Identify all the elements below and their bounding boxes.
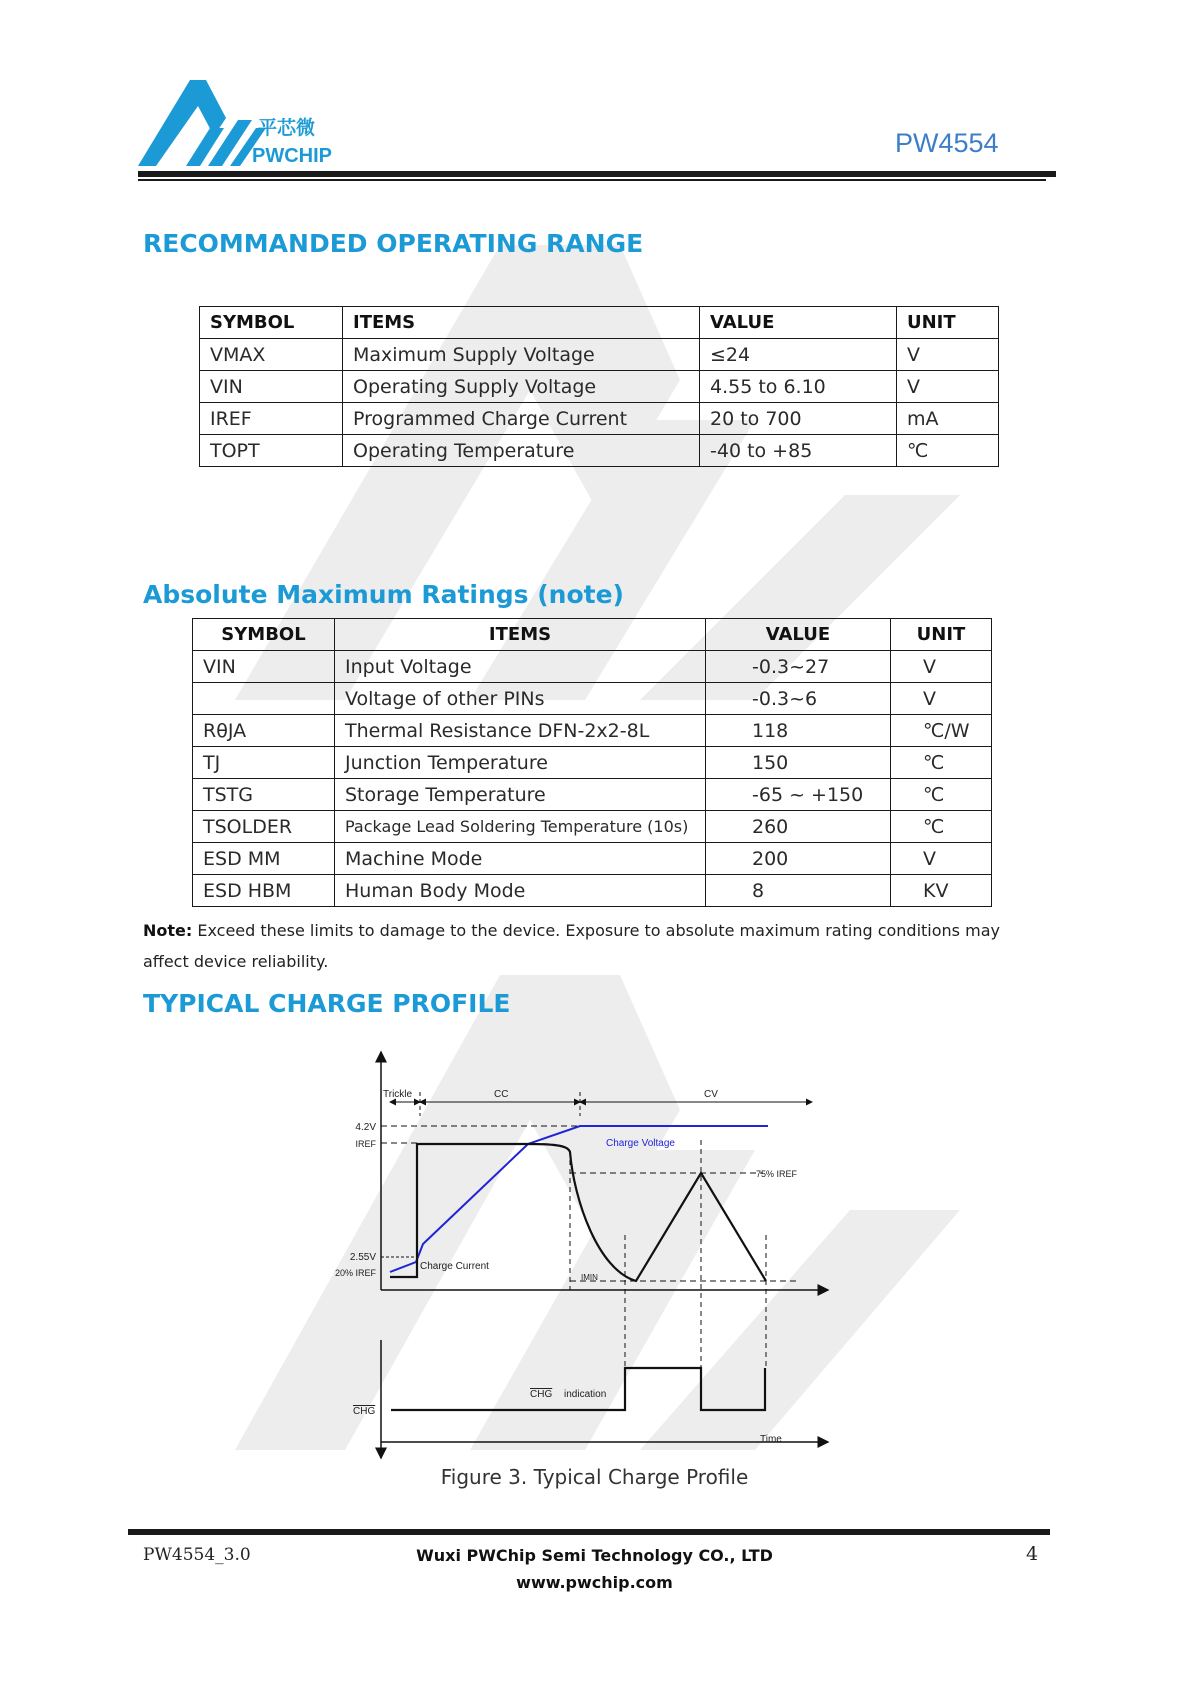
header-rule — [138, 171, 1056, 177]
item-cell: Machine Mode — [335, 843, 706, 875]
unit-cell: ℃ — [897, 435, 999, 467]
column-header: UNIT — [897, 307, 999, 339]
column-header: ITEMS — [343, 307, 700, 339]
unit-cell: mA — [897, 403, 999, 435]
note-label: Note: — [143, 921, 193, 940]
table-row — [193, 843, 992, 875]
item-cell: Junction Temperature — [335, 747, 706, 779]
value-cell: -0.3~6 — [706, 683, 891, 715]
item-cell: Package Lead Soldering Temperature (10s) — [335, 811, 706, 843]
value-cell: 4.55 to 6.10 — [700, 371, 897, 403]
item-cell: Operating Temperature — [343, 435, 700, 467]
symbol-cell: RθJA — [193, 715, 335, 747]
label-iref: IREF — [355, 1139, 376, 1149]
column-header: SYMBOL — [200, 307, 343, 339]
recommended-range-title: RECOMMANDED OPERATING RANGE — [143, 229, 644, 258]
company-url[interactable]: www.pwchip.com — [516, 1573, 673, 1592]
unit-cell: V — [891, 843, 992, 875]
label-20pct-iref: 20% IREF — [334, 1268, 376, 1278]
company-name: Wuxi PWChip Semi Technology CO., LTD — [416, 1546, 773, 1565]
value-cell: ≤24 — [700, 339, 897, 371]
unit-cell: V — [891, 651, 992, 683]
table-header-row — [193, 619, 992, 651]
unit-cell: KV — [891, 875, 992, 907]
unit-cell: V — [897, 339, 999, 371]
column-header: VALUE — [706, 619, 891, 651]
svg-text:平芯微: 平芯微 — [258, 117, 316, 139]
charge-profile-diagram — [318, 1040, 838, 1460]
unit-cell: V — [891, 683, 992, 715]
label-4v2: 4.2V — [355, 1122, 376, 1133]
label-imin: IMIN — [581, 1273, 598, 1282]
value-cell: 260 — [706, 811, 891, 843]
absolute-ratings-table — [192, 618, 992, 907]
recommended-range-table — [199, 306, 999, 467]
table-row — [193, 747, 992, 779]
item-cell: Operating Supply Voltage — [343, 371, 700, 403]
value-cell: 200 — [706, 843, 891, 875]
item-cell: Thermal Resistance DFN-2x2-8L — [335, 715, 706, 747]
value-cell: 20 to 700 — [700, 403, 897, 435]
table-row — [200, 339, 999, 371]
unit-cell: ℃ — [891, 811, 992, 843]
table-row — [193, 683, 992, 715]
item-cell: Input Voltage — [335, 651, 706, 683]
unit-cell: ℃ — [891, 779, 992, 811]
symbol-cell: ESD MM — [193, 843, 335, 875]
cc-label: CC — [494, 1089, 509, 1100]
document-id: PW4554 — [895, 128, 999, 158]
symbol-cell: TOPT — [200, 435, 343, 467]
company-logo — [138, 78, 348, 166]
label-75pct-iref: 75% IREF — [756, 1169, 798, 1179]
cv-label: CV — [704, 1089, 718, 1100]
chg-axis-label: CHG — [353, 1406, 376, 1417]
absolute-ratings-title: Absolute Maximum Ratings (note) — [143, 580, 624, 609]
table-row — [200, 403, 999, 435]
pwchip-logo-icon — [138, 78, 348, 166]
unit-cell: ℃/W — [891, 715, 992, 747]
column-header: SYMBOL — [193, 619, 335, 651]
unit-cell: V — [897, 371, 999, 403]
figure-caption: Figure 3. Typical Charge Profile — [440, 1465, 749, 1489]
value-cell: 8 — [706, 875, 891, 907]
value-cell: 118 — [706, 715, 891, 747]
header-rule-thin — [138, 179, 1046, 181]
table-row — [193, 651, 992, 683]
symbol-cell: ESD HBM — [193, 875, 335, 907]
symbol-cell: TJ — [193, 747, 335, 779]
item-cell: Human Body Mode — [335, 875, 706, 907]
document-version: PW4554_3.0 — [143, 1545, 251, 1565]
symbol-cell: TSOLDER — [193, 811, 335, 843]
value-cell: -65 ~ +150 — [706, 779, 891, 811]
column-header: ITEMS — [335, 619, 706, 651]
value-cell: -40 to +85 — [700, 435, 897, 467]
svg-text:PWCHIP: PWCHIP — [252, 145, 332, 166]
charge-current-label: Charge Current — [420, 1261, 489, 1272]
time-label: Time — [760, 1434, 782, 1445]
symbol-cell: VMAX — [200, 339, 343, 371]
symbol-cell: VIN — [193, 651, 335, 683]
footer-rule — [128, 1529, 1050, 1535]
table-row — [193, 875, 992, 907]
item-cell: Voltage of other PINs — [335, 683, 706, 715]
page-number: 4 — [1026, 1543, 1039, 1565]
table-row — [193, 715, 992, 747]
charge-profile-title: TYPICAL CHARGE PROFILE — [143, 989, 511, 1018]
trickle-label: Trickle — [383, 1089, 413, 1100]
item-cell: Maximum Supply Voltage — [343, 339, 700, 371]
symbol-cell — [193, 683, 335, 715]
unit-cell: ℃ — [891, 747, 992, 779]
ratings-note — [143, 915, 1043, 977]
column-header: UNIT — [891, 619, 992, 651]
table-row — [200, 371, 999, 403]
symbol-cell: TSTG — [193, 779, 335, 811]
item-cell: Storage Temperature — [335, 779, 706, 811]
table-row — [200, 435, 999, 467]
table-header-row — [200, 307, 999, 339]
table-row — [193, 811, 992, 843]
symbol-cell: VIN — [200, 371, 343, 403]
note-text: Exceed these limits to damage to the device. Exposure to absolute maximum rating conditions may affect device reliability. — [143, 921, 1000, 971]
item-cell: Programmed Charge Current — [343, 403, 700, 435]
label-2v55: 2.55V — [349, 1252, 376, 1263]
column-header: VALUE — [700, 307, 897, 339]
value-cell: -0.3~27 — [706, 651, 891, 683]
value-cell: 150 — [706, 747, 891, 779]
symbol-cell: IREF — [200, 403, 343, 435]
chg-indication-label: CHG — [530, 1389, 553, 1400]
indication-label: indication — [564, 1389, 607, 1400]
table-row — [193, 779, 992, 811]
charge-voltage-label: Charge Voltage — [606, 1138, 675, 1149]
